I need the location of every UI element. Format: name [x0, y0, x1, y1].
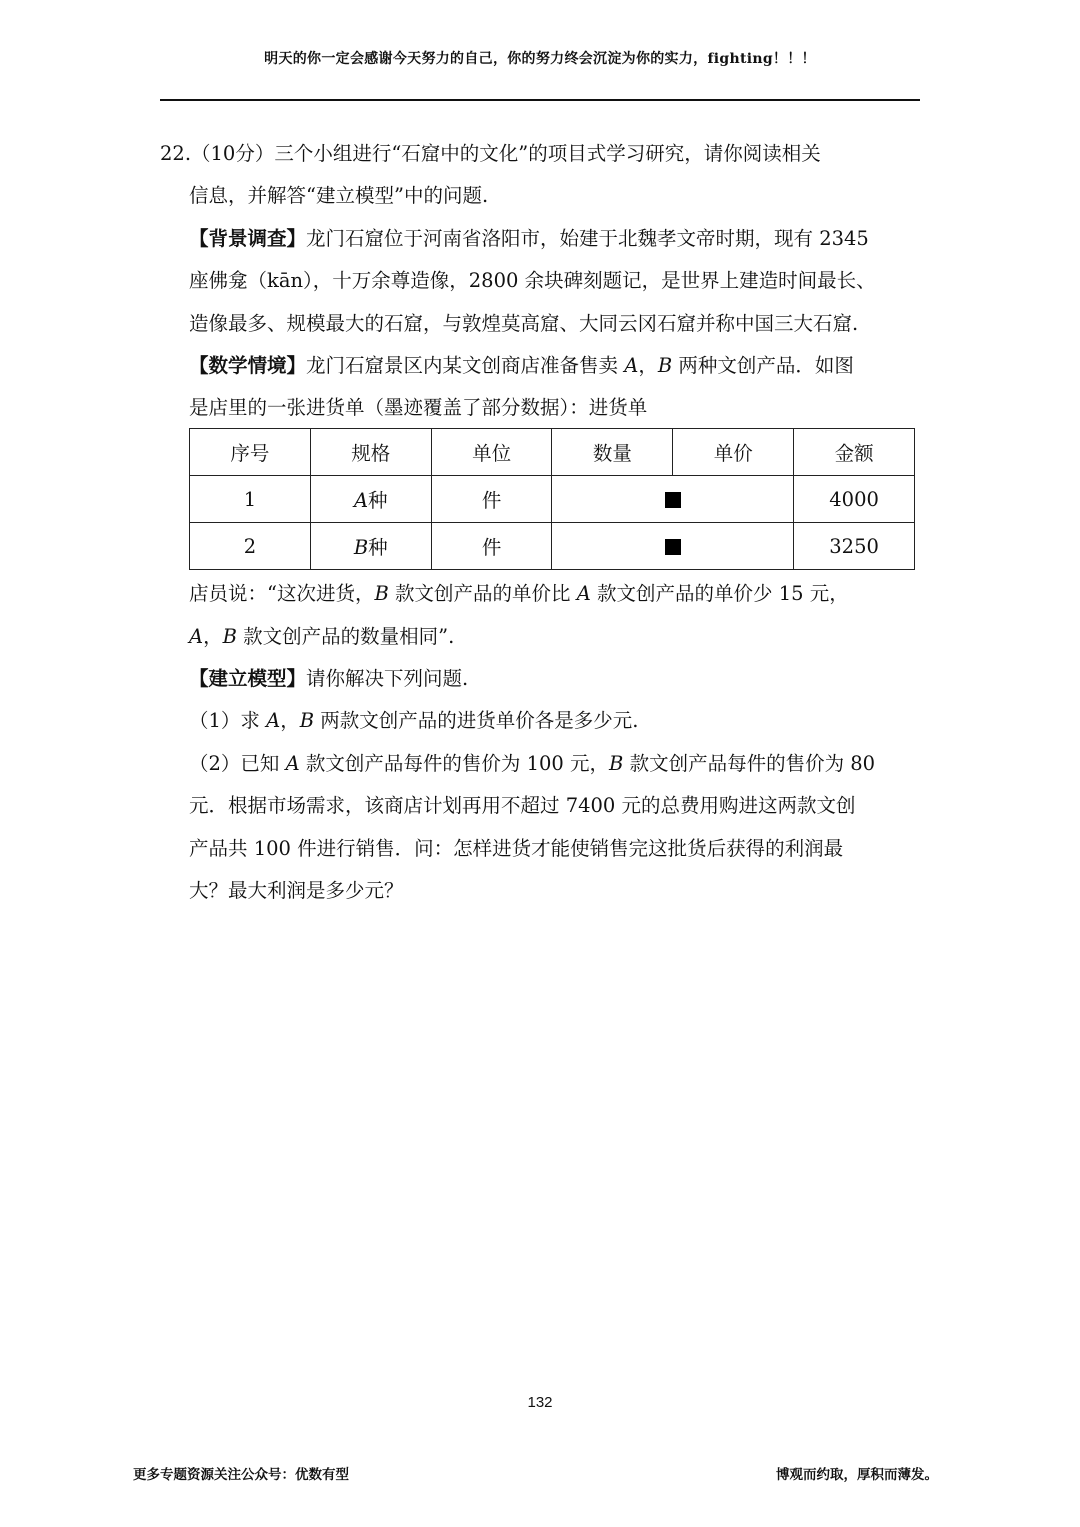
subquestion-2-line4: 大？最大利润是多少元？ — [189, 879, 404, 902]
background-label: 【背景调查】 — [189, 227, 307, 250]
subquestion-2-line2: 元．根据市场需求，该商店计划再用不超过 7400 元的总费用购进这两款文创 — [189, 794, 856, 817]
table-row — [190, 523, 915, 570]
cell-amount: 4000 — [794, 476, 915, 523]
cell-number: 1 — [190, 476, 311, 523]
header-motto: 明天的你一定会感谢今天努力的自己，你的努力终会沉淀为你的实力，fighting！！！ — [264, 51, 816, 67]
ink-blot-square — [665, 539, 681, 555]
context-label: 【数学情境】 — [189, 354, 307, 377]
table-row — [190, 476, 915, 523]
model-line: 【建立模型】请你解决下列问题. — [189, 667, 469, 690]
purchase-order-table — [189, 428, 915, 570]
ink-blot-square — [665, 492, 681, 508]
context-line1: 【数学情境】龙门石窟景区内某文创商店准备售卖 A，B 两种文创产品．如图 — [189, 354, 854, 377]
question-intro-line1: 22.（10分）三个小组进行“石窟中的文化”的项目式学习研究，请你阅读相关 — [160, 142, 821, 165]
col-header-spec: 规格 — [310, 429, 431, 476]
footer-right-motto: 博观而约取，厚积而薄发。 — [776, 1467, 938, 1483]
cell-ink-covered — [552, 476, 794, 523]
page-number: 132 — [527, 1394, 553, 1411]
subquestion-1: （1）求 A，B 两款文创产品的进货单价各是多少元. — [189, 709, 639, 732]
col-header-quantity: 数量 — [552, 429, 673, 476]
cell-spec: A种 — [310, 476, 431, 523]
context-line2: 是店里的一张进货单（墨迹覆盖了部分数据）：进货单 — [189, 396, 648, 419]
model-label: 【建立模型】 — [189, 667, 307, 690]
col-header-number: 序号 — [190, 429, 311, 476]
header-divider — [160, 99, 920, 101]
cell-amount: 3250 — [794, 523, 915, 570]
cell-ink-covered — [552, 523, 794, 570]
col-header-amount: 金额 — [794, 429, 915, 476]
subquestion-2-line3: 产品共 100 件进行销售．问：怎样进货才能使销售完这批货后获得的利润最 — [189, 837, 844, 860]
col-header-unit-price: 单价 — [673, 429, 794, 476]
table-header-row — [190, 429, 915, 476]
clerk-line2: A，B 款文创产品的数量相同”. — [189, 625, 455, 648]
cell-spec: B种 — [310, 523, 431, 570]
subquestion-2-line1: （2）已知 A 款文创产品每件的售价为 100 元，B 款文创产品每件的售价为 80 — [189, 752, 876, 775]
clerk-line1: 店员说：“这次进货，B 款文创产品的单价比 A 款文创产品的单价少 15 元， — [189, 582, 849, 605]
cell-unit: 件 — [431, 523, 552, 570]
question-intro-line2: 信息，并解答“建立模型”中的问题. — [189, 184, 489, 207]
col-header-unit: 单位 — [431, 429, 552, 476]
background-line3: 造像最多、规模最大的石窟，与敦煌莫高窟、大同云冈石窟并称中国三大石窟. — [189, 312, 859, 335]
footer-left-note: 更多专题资源关注公众号：优数有型 — [133, 1467, 349, 1483]
cell-number: 2 — [190, 523, 311, 570]
background-line2: 座佛龛（kān），十万余尊造像，2800 余块碑刻题记，是世界上建造时间最长、 — [189, 269, 876, 292]
background-line1: 【背景调查】龙门石窟位于河南省洛阳市，始建于北魏孝文帝时期，现有 2345 — [189, 227, 869, 250]
cell-unit: 件 — [431, 476, 552, 523]
